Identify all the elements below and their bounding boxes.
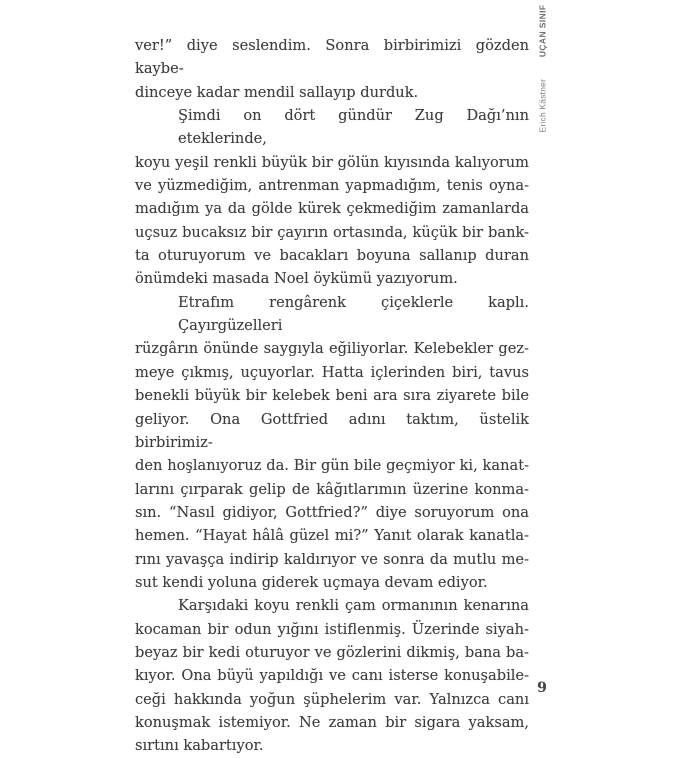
- text-line: meye çıkmış, uçuyorlar. Hatta içlerinden biri, tavus: [135, 363, 529, 381]
- page-number: 9: [537, 680, 547, 696]
- text-line: sırtını kabartıyor.: [135, 737, 264, 755]
- text-line: sın. “Nasıl gidiyor, Gottfried?” diye soruyorum ona: [135, 503, 529, 521]
- text-line: Şimdi on dört gündür Zug Dağı’nın eteklerinde,: [178, 107, 529, 148]
- text-line: kıyor. Ona büyü yapıldığı ve canı isterse konuşabile-: [135, 667, 529, 685]
- text-line: konuşmak istemiyor. Ne zaman bir sigara yaksam,: [135, 713, 529, 731]
- text-line: dinceye kadar mendil sallayıp durduk.: [135, 83, 419, 101]
- text-line: Karşıdaki koyu renkli çam ormanının kenarına: [178, 597, 529, 615]
- text-line: rını yavaşça indirip kaldırıyor ve sonra da mutlu me-: [135, 550, 529, 568]
- text-line: ver!” diye seslendim. Sonra birbirimizi gözden kaybe-: [135, 37, 529, 78]
- text-line: ve yüzmediğim, antrenman yapmadığım, tenis oyna-: [135, 177, 529, 195]
- text-line: önümdeki masada Noel öykümü yazıyorum.: [135, 270, 458, 288]
- text-line: beyaz bir kedi oturuyor ve gözlerini dikmiş, bana ba-: [135, 643, 529, 661]
- text-line: uçsuz bucaksız bir çayırın ortasında, küçük bir bank-: [135, 223, 529, 241]
- text-line: benekli büyük bir kelebek beni ara sıra ziyarete bile: [135, 387, 529, 405]
- text-line: Etrafım rengârenk çiçeklerle kaplı. Çayırgüzelleri: [178, 293, 529, 335]
- text-line: madığım ya da gölde kürek çekmediğim zamanlarda: [135, 200, 529, 218]
- text-line: hemen. “Hayat hâlâ güzel mi?” Yanıt olarak kanatla-: [135, 527, 529, 545]
- text-line: kocaman bir odun yığını istiflenmiş. Üzerinde siyah-: [135, 620, 529, 638]
- text-line: rüzgârın önünde saygıyla eğiliyorlar. Kelebekler gez-: [135, 340, 529, 358]
- body-text: [135, 34, 529, 758]
- running-header: [536, 5, 549, 133]
- running-header-author: Erich Kästner: [537, 78, 547, 133]
- text-line: sut kendi yoluna giderek uçmaya devam ediyor.: [135, 573, 488, 591]
- running-header-title: UÇAN SINIF: [537, 4, 547, 58]
- text-line: den hoşlanıyoruz da. Bir gün bile geçmiyor ki, kanat-: [135, 457, 529, 475]
- text-line: ceği hakkında yoğun şüphelerim var. Yalnızca canı: [135, 690, 529, 708]
- text-line: koyu yeşil renkli büyük bir gölün kıyısında kalıyorum: [135, 153, 529, 171]
- text-line: ta oturuyorum ve bacakları boyuna sallanıp duran: [135, 247, 529, 265]
- text-line: geliyor. Ona Gottfried adını taktım, üstelik birbirimiz-: [135, 410, 529, 451]
- text-line: larını çırparak gelip de kâğıtlarımın üzerine konma-: [135, 480, 529, 498]
